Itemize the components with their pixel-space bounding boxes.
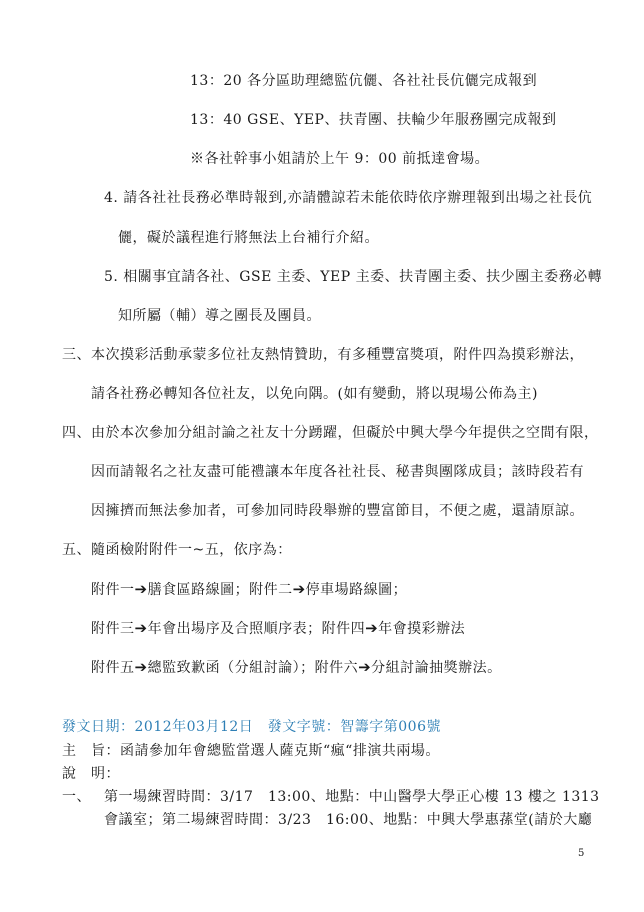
secretary-note: ※各社幹事小姐請於上午 9：00 前抵達會場。 <box>190 151 490 167</box>
section-4-line-2: 因而請報名之社友盡可能禮讓本年度各社社長、秘書與團隊成員；該時段若有 <box>91 464 584 480</box>
page-number: 5 <box>578 848 585 859</box>
item-4-line-2: 儷，礙於議程進行將無法上台補行介紹。 <box>118 230 379 246</box>
point-1-number: 一、 <box>62 789 91 805</box>
item-5-line-2: 知所屬（輔）導之團長及團員。 <box>118 308 321 324</box>
attachment-label: 附件三 <box>91 621 135 637</box>
item-5-line-1: 5. 相關事宜請各社、GSE 主委、YEP 主委、扶青團主委、扶少團主委務必轉 <box>104 269 603 285</box>
dispatch-info: 發文日期：2012年03月12日 發文字號：智籌字第006號 <box>62 719 441 735</box>
section-4-line-1: 四、由於本次參加分組討論之社友十分踴躍，但礙於中興大學今年提供之空間有限， <box>62 425 599 441</box>
attachment-row-1 <box>91 580 407 599</box>
point-1-line-2: 會議室；第二場練習時間：3/23 16:00、地點：中興大學惠蓀堂(請於大廳 <box>104 812 593 828</box>
attachment-label: 附件一 <box>91 582 135 598</box>
attachment-text: 膳食區路線圖；附件二 <box>147 582 293 598</box>
attachment-row-2 <box>91 619 465 638</box>
section-4-line-3: 因擁擠而無法參加者，可參加同時段舉辦的豐富節目，不便之處，還請原諒。 <box>91 503 584 519</box>
attachment-label: 附件五 <box>91 660 135 676</box>
schedule-line-1320: 13：20 各分區助理總監伉儷、各社社長伉儷完成報到 <box>190 73 538 89</box>
attachment-row-3 <box>91 658 502 677</box>
point-1-line-1: 第一場練習時間：3/17 13:00、地點：中山醫學大學正心樓 13 樓之 1313 <box>104 789 600 805</box>
attachment-text: 分組討論抽獎辦法。 <box>371 660 502 676</box>
attachment-text: 總監致歉函（分組討論）；附件六 <box>147 660 359 676</box>
attachment-text: 停車場路線圖； <box>305 582 408 598</box>
attachment-text: 年會摸彩辦法 <box>378 621 466 637</box>
arrow-right-icon: ➔ <box>134 580 148 598</box>
schedule-line-1340: 13：40 GSE、YEP、扶青團、扶輪少年服務團完成報到 <box>190 112 557 128</box>
section-5-title: 五、隨函檢附附件一~五，依序為： <box>62 542 292 558</box>
section-3-line-2: 請各社務必轉知各位社友，以免向隅。(如有變動，將以現場公佈為主) <box>91 386 538 402</box>
arrow-right-icon: ➔ <box>358 658 372 676</box>
section-3-line-1: 三、本次摸彩活動承蒙多位社友熱情贊助，有多種豐富獎項，附件四為摸彩辦法， <box>62 347 584 363</box>
explanation-heading: 說 明： <box>62 766 120 782</box>
item-4-line-1: 4. 請各社社長務必準時報到,亦請體諒若未能依時依序辦理報到出場之社長伉 <box>104 190 593 206</box>
arrow-right-icon: ➔ <box>134 619 148 637</box>
subject-line: 主 旨：函請參加年會總監當選人薩克斯“瘋“排演共兩場。 <box>62 743 440 759</box>
arrow-right-icon: ➔ <box>292 580 306 598</box>
arrow-right-icon: ➔ <box>365 619 379 637</box>
attachment-text: 年會出場序及合照順序表；附件四 <box>147 621 366 637</box>
arrow-right-icon: ➔ <box>134 658 148 676</box>
